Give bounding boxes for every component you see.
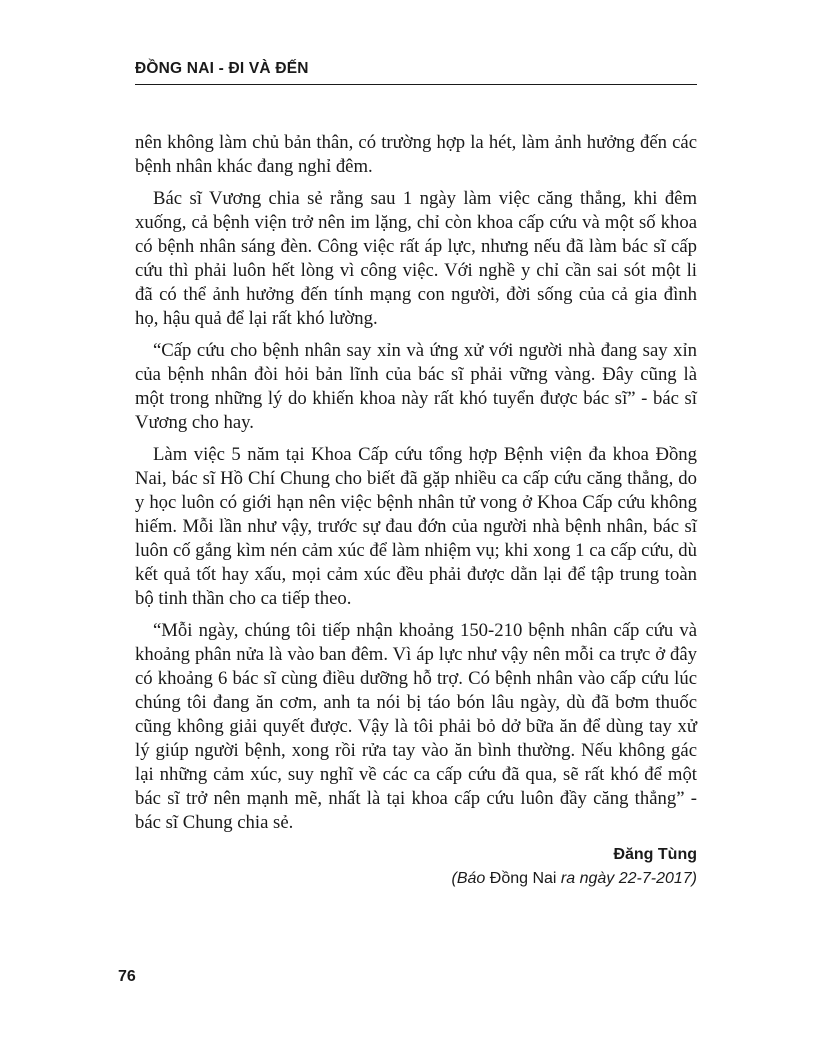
paragraph-4: Làm việc 5 năm tại Khoa Cấp cứu tổng hợp Bệnh viện đa khoa Đồng Nai, bác sĩ Hồ Chí Chung cho biết đã gặp nhiều ca cấp cứu căng thẳng, do y học luôn có giới hạn nên việc bệnh nhân tử vong ở Khoa Cấp cứu không hiếm. Mỗi lần như vậy, trước sự đau đớn của người nhà bệnh nhân, bác sĩ luôn cố gắng kìm nén cảm xúc để làm nhiệm vụ; khi xong 1 ca cấp cứu, dù kết quả tốt hay xấu, mọi cảm xúc đều phải được dằn lại để tập trung toàn bộ tinh thần cho ca tiếp theo.	[135, 444, 697, 609]
source-open: (	[451, 870, 457, 887]
page-number: 76	[118, 968, 136, 985]
paragraph-2: Bác sĩ Vương chia sẻ rằng sau 1 ngày làm việc căng thẳng, khi đêm xuống, cả bệnh viện trở nên im lặng, chỉ còn khoa cấp cứu và một số khoa có bệnh nhân sáng đèn. Công việc rất áp lực, nhưng nếu đã làm bác sĩ cấp cứu thì phải luôn hết lòng vì công việc. Với nghề y chỉ cần sai sót một li đã có thể ảnh hưởng đến tính mạng con người, đời sống của cả gia đình họ, hậu quả để lại rất khó lường.	[135, 188, 697, 329]
paragraph-3: “Cấp cứu cho bệnh nhân say xỉn và ứng xử với người nhà đang say xỉn của bệnh nhân đòi hỏi bản lĩnh của bác sĩ phải vững vàng. Đây cũng là một trong những lý do khiến khoa này rất khó tuyển được bác sĩ” - bác sĩ Vương cho hay.	[135, 340, 697, 433]
header-title: ĐỒNG NAI - ĐI VÀ ĐẾN	[135, 60, 309, 77]
running-header	[135, 60, 697, 85]
source-pub-prefix: Báo	[456, 870, 490, 887]
byline	[135, 843, 697, 891]
source-close: )	[691, 870, 697, 887]
source-date: ra ngày 22-7-2017	[556, 870, 692, 887]
paragraph-5: “Mỗi ngày, chúng tôi tiếp nhận khoảng 150-210 bệnh nhân cấp cứu và khoảng phân nửa là vào ban đêm. Vì áp lực như vậy nên mỗi ca trực ở đây có khoảng 6 bác sĩ cùng điều dưỡng hỗ trợ. Có bệnh nhân vào cấp cứu lúc chúng tôi đang ăn cơm, anh ta nói bị táo bón lâu ngày, dù đã bơm thuốc cũng không giải quyết được. Vậy là tôi phải bỏ dở bữa ăn để dùng tay xử lý giúp người bệnh, xong rồi rửa tay vào ăn bình thường. Nếu không gác lại những cảm xúc, suy nghĩ về các ca cấp cứu đã qua, sẽ rất khó để một bác sĩ trở nên mạnh mẽ, nhất là tại khoa cấp cứu luôn đầy căng thẳng” - bác sĩ Chung chia sẻ.	[135, 620, 697, 833]
paragraph-1: nên không làm chủ bản thân, có trường hợp la hét, làm ảnh hưởng đến các bệnh nhân khác đang nghỉ đêm.	[135, 132, 697, 177]
source-citation	[135, 867, 697, 891]
article-body	[135, 131, 697, 891]
source-pub-name: Đồng Nai	[489, 870, 557, 887]
author-name: Đăng Tùng	[613, 846, 697, 863]
